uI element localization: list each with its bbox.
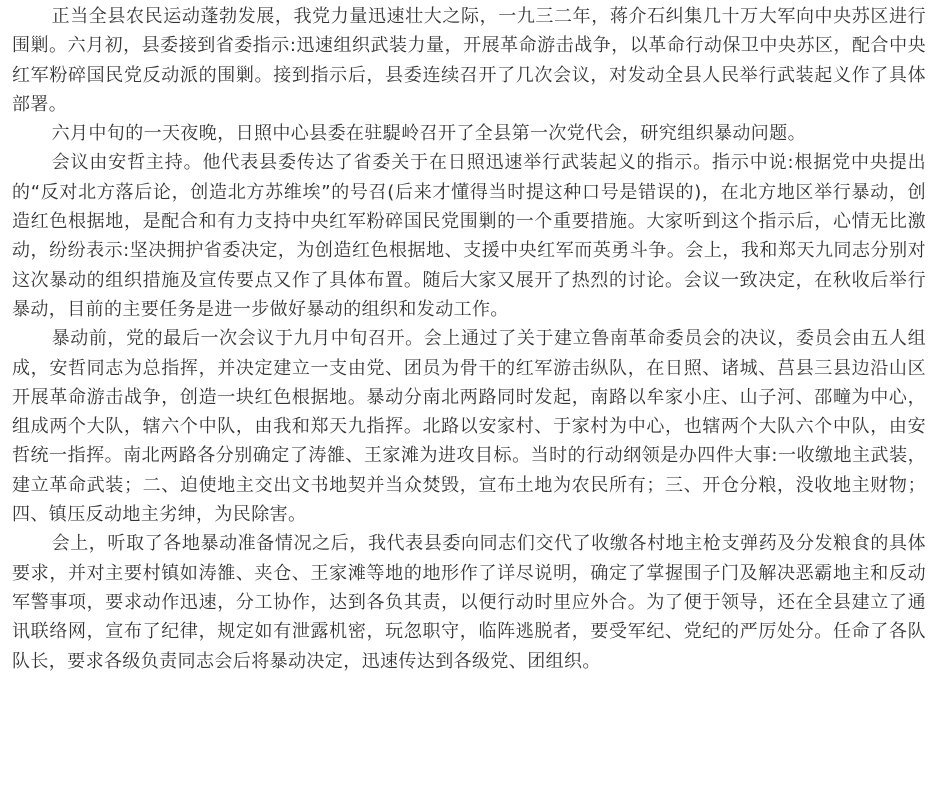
paragraph-5: 会上，听取了各地暴动准备情况之后，我代表县委向同志们交代了收缴各村地主枪支弹药及分发粮食的具体要求，并对主要村镇如涛雒、夹仓、王家滩等地的地形作了详尽说明，确定了掌握围子门及解决恶霸地主和反动军警事项，要求动作迅速，分工协作，达到各负其责，以便行动时里应外合。为了便于领导，还在全县建立了通讯联络网，宣布了纪律，规定如有泄露机密，玩忽职守，临阵逃脱者，要受军纪、党纪的严厉处分。任命了各队队长，要求各级负责同志会后将暴动决定，迅速传达到各级党、团组织。 — [12, 533, 926, 672]
paragraph-4: 暴动前，党的最后一次会议于九月中旬召开。会上通过了关于建立鲁南革命委员会的决议，委员会由五人组成，安哲同志为总指挥，并决定建立一支由党、团员为骨干的红军游击纵队，在日照、诸城、莒县三县边沿山区开展革命游击战争，创造一块红色根据地。暴动分南北两路同时发起，南路以牟家小庄、山子河、邵疃为中心，组成两个大队，辖六个中队，由我和郑天九指挥。北路以安家村、于家村为中心，也辖两个大队六个中队，由安哲统一指挥。南北两路各分别确定了涛雒、王家滩为进攻目标。当时的行动纲领是办四件大事:一收缴地主武装，建立革命武装；二、迫使地主交出文书地契并当众焚毁，宣布土地为农民所有；三、开仓分粮，没收地主财物；四、镇压反动地主劣绅，为民除害。 — [12, 328, 926, 526]
paragraph-1: 正当全县农民运动蓬勃发展，我党力量迅速壮大之际，一九三二年，蒋介石纠集几十万大军向中央苏区进行围剿。六月初，县委接到省委指示:迅速组织武装力量，开展革命游击战争，以革命行动保卫中央苏区，配合中央红军粉碎国民党反动派的围剿。接到指示后，县委连续召开了几次会议，对发动全县人民举行武装起义作了具体部署。 — [12, 6, 926, 115]
paragraph-2: 六月中旬的一天夜晚，日照中心县委在驻騠岭召开了全县第一次党代会，研究组织暴动问题。 — [51, 123, 806, 145]
paragraph-3: 会议由安哲主持。他代表县委传达了省委关于在日照迅速举行武装起义的指示。指示中说:根据党中央提出的“反对北方落后论，创造北方苏维埃”的号召(后来才懂得当时提这种口号是错误的)，在北方地区举行暴动，创造红色根据地，是配合和有力支持中央红军粉碎国民党围剿的一个重要措施。大家听到这个指示后，心情无比激动，纷纷表示:坚决拥护省委决定，为创造红色根据地、支援中央红军而英勇斗争。会上，我和郑天九同志分别对这次暴动的组织措施及宣传要点又作了具体布置。随后大家又展开了热烈的讨论。会议一致决定，在秋收后举行暴动，目前的主要任务是进一步做好暴动的组织和发动工作。 — [12, 152, 926, 320]
